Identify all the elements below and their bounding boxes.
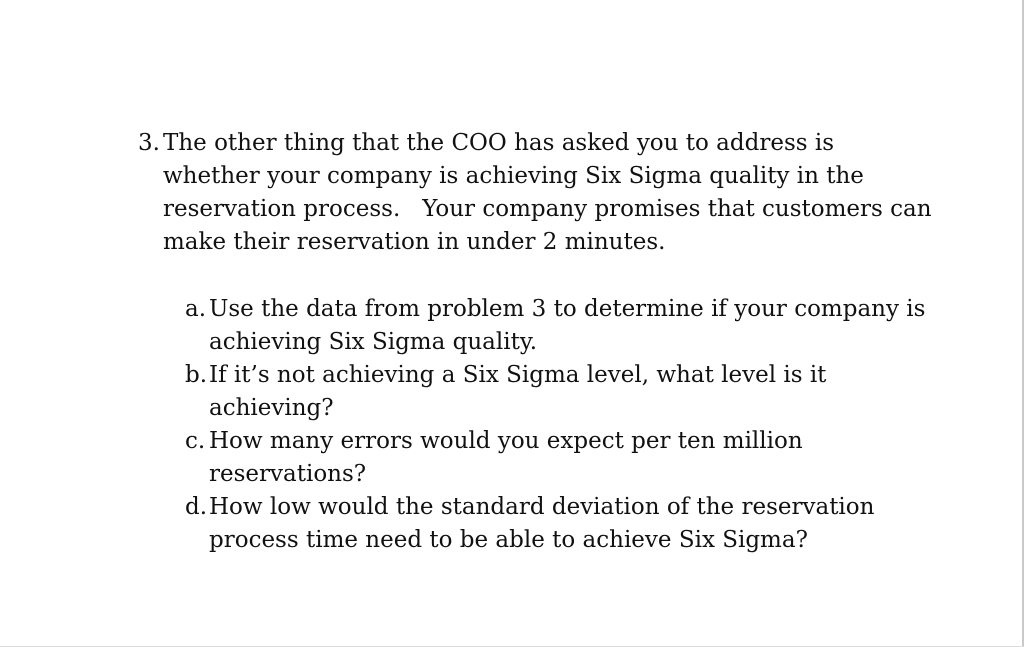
- sub-question-text: Use the data from problem 3 to determine if your company is achieving Six Sigma quality.: [209, 296, 926, 355]
- sub-question-d: [185, 491, 965, 557]
- question-text: The other thing that the COO has asked you to address is whether your company is achieving Six Sigma quality in the reservation process. Your company promises that customers can make their reservation in under 2 minutes.: [163, 130, 939, 255]
- sub-question-list: [185, 293, 965, 557]
- question-3: [138, 127, 938, 259]
- question-line: [138, 127, 938, 259]
- sub-question-b: [185, 359, 965, 425]
- question-number: 3.: [138, 130, 160, 156]
- sub-question-text: How low would the standard deviation of the reservation process time need to be able to achieve Six Sigma?: [209, 494, 875, 553]
- sub-question-c: [185, 425, 965, 491]
- sub-question-text: If it’s not achieving a Six Sigma level, what level is it achieving?: [209, 362, 827, 421]
- sub-question-label: c.: [185, 428, 206, 454]
- sub-question-label: a.: [185, 296, 207, 322]
- sub-question-text: How many errors would you expect per ten million reservations?: [209, 428, 803, 487]
- sub-question-a: [185, 293, 965, 359]
- sub-question-label: b.: [185, 362, 208, 388]
- sub-question-label: d.: [185, 494, 208, 520]
